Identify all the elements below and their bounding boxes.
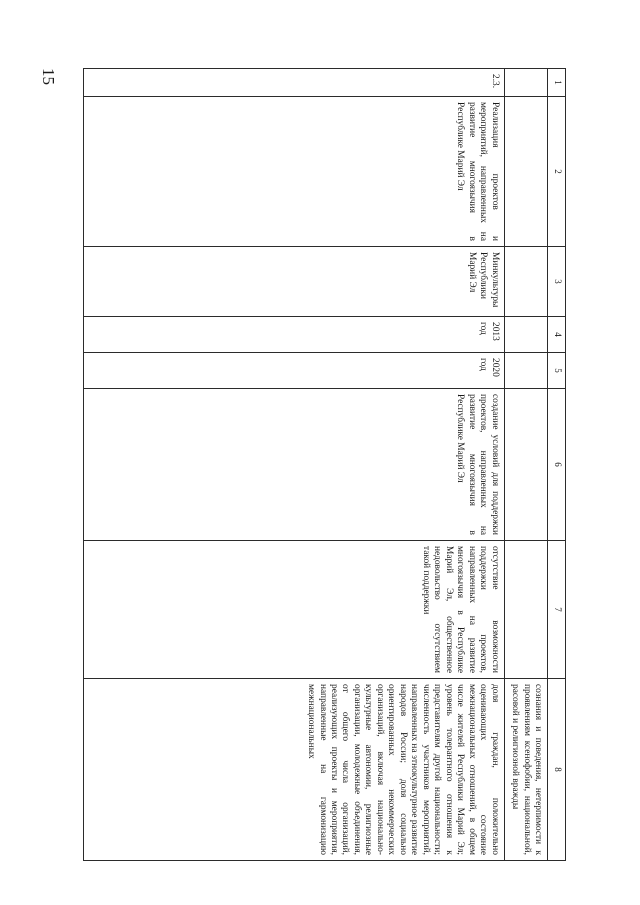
continuation-text: сознания и поведения, нетерпимости к проявлениям ксенофобии, национальной, расовой и религиозной вражды <box>504 679 547 861</box>
empty-cell <box>504 541 547 679</box>
column-number-7: 7 <box>548 541 566 679</box>
empty-cell <box>504 97 547 247</box>
column-number-4: 4 <box>548 317 566 353</box>
table-header-row <box>548 69 566 861</box>
related-indicators: доля граждан, положительно оценивающих состояние межнациональных отношений, в общем числе жителей Республики Марий Эл; уровень толерантного отношения к представителям другой национальности; численность участников мероприятий, направленных на этнокультурное развитие народов России; доля социально ориентированных некоммерческих организаций, включая национально-культурные автономии, религиозные организации, молодежные объединения, от общего числа организаций, реализующих проекты и мероприятия, направленные на гармонизацию межнациональных <box>83 679 504 861</box>
column-number-2: 2 <box>548 97 566 247</box>
empty-cell <box>504 247 547 317</box>
table-row <box>83 69 504 861</box>
empty-cell <box>504 353 547 389</box>
non-implementation-consequences: отсутствие возможности поддержки проектов, направленных на развитие многоязычия в Республике Марий Эл, общественное недовольство отсутствием такой поддержки <box>83 541 504 679</box>
program-activities-table <box>83 68 566 861</box>
column-number-6: 6 <box>548 389 566 541</box>
column-number-3: 3 <box>548 247 566 317</box>
page-number: 15 <box>39 68 58 85</box>
row-number: 2.3. <box>83 69 504 97</box>
rotated-table-sheet <box>116 68 566 860</box>
column-number-5: 5 <box>548 353 566 389</box>
activity-name: Реализация проектов и мероприятий, направленных на развитие многоязычия в Республике Марий Эл <box>83 97 504 247</box>
continuation-row <box>504 69 547 861</box>
column-number-1: 1 <box>548 69 566 97</box>
column-number-8: 8 <box>548 679 566 861</box>
empty-cell <box>504 69 547 97</box>
empty-cell <box>504 317 547 353</box>
empty-cell <box>504 389 547 541</box>
end-year: 2020 год <box>83 353 504 389</box>
executor: Минкультуры Республики Марий Эл <box>83 247 504 317</box>
expected-result: создание условий для поддержки проектов, направленных на развитие многоязычия в Республике Марий Эл <box>83 389 504 541</box>
start-year: 2013 год <box>83 317 504 353</box>
